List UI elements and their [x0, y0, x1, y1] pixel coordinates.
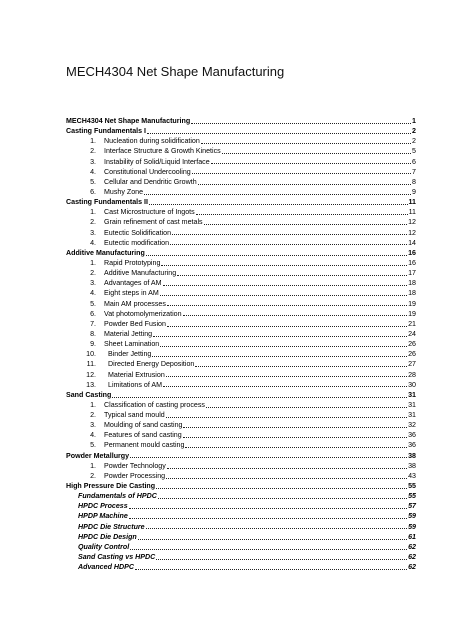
toc-entry-label: Powder Bed Fusion	[104, 319, 166, 328]
toc-dot-leader	[166, 478, 407, 479]
toc-entry-page-number: 26	[408, 340, 416, 349]
toc-dot-leader	[191, 123, 411, 124]
toc-entry[interactable]	[66, 217, 416, 227]
toc-entry-page-number: 36	[408, 431, 416, 440]
toc-entry-number: 8.	[90, 329, 96, 338]
toc-entry-label: HPDC Process	[78, 502, 128, 511]
toc-entry[interactable]	[66, 157, 416, 167]
toc-entry-page-number: 11	[408, 198, 416, 207]
toc-entry-number: 12.	[86, 370, 96, 379]
toc-entry[interactable]	[66, 481, 416, 491]
toc-entry[interactable]	[66, 248, 416, 258]
toc-dot-leader	[144, 194, 411, 195]
toc-entry-page-number: 2	[412, 137, 416, 146]
toc-entry-label: Casting Fundamentals I	[66, 127, 147, 136]
toc-entry-label: HPDC Die Structure	[78, 522, 145, 531]
toc-entry-page-number: 2	[412, 127, 416, 136]
toc-entry-number: 1.	[90, 208, 96, 217]
toc-entry-number: 2.	[90, 147, 96, 156]
toc-entry-page-number: 11	[408, 208, 416, 217]
toc-entry-page-number: 30	[408, 380, 416, 389]
toc-entry[interactable]	[66, 471, 416, 481]
toc-entry-page-number: 26	[408, 350, 416, 359]
toc-entry-page-number: 31	[408, 390, 416, 399]
toc-entry-page-number: 59	[408, 512, 416, 521]
toc-entry[interactable]	[66, 461, 416, 471]
toc-dot-leader	[129, 518, 407, 519]
toc-entry[interactable]	[66, 451, 416, 461]
toc-dot-leader	[196, 214, 408, 215]
toc-dot-leader	[147, 133, 411, 134]
toc-entry-number: 1.	[90, 461, 96, 470]
toc-entry-page-number: 1	[412, 116, 416, 125]
toc-dot-leader	[130, 457, 407, 458]
toc-entry[interactable]	[66, 511, 416, 521]
toc-dot-leader	[167, 305, 407, 306]
toc-entry-page-number: 7	[412, 167, 416, 176]
toc-entry-page-number: 31	[408, 400, 416, 409]
toc-entry[interactable]	[66, 501, 416, 511]
toc-entry-number: 4.	[90, 289, 96, 298]
toc-dot-leader	[167, 468, 407, 469]
toc-dot-leader	[135, 569, 407, 570]
toc-entry[interactable]	[66, 339, 416, 349]
toc-entry[interactable]	[66, 116, 416, 126]
toc-dot-leader	[156, 559, 407, 560]
toc-entry-label: Casting Fundamentals II	[66, 198, 148, 207]
toc-entry-page-number: 36	[408, 441, 416, 450]
toc-entry[interactable]	[66, 268, 416, 278]
toc-entry-label: Material Extrusion	[108, 370, 165, 379]
toc-dot-leader	[211, 163, 411, 164]
toc-entry[interactable]	[66, 167, 416, 177]
toc-entry-number: 2.	[90, 269, 96, 278]
toc-entry[interactable]	[66, 410, 416, 420]
toc-entry[interactable]	[66, 349, 416, 359]
toc-dot-leader	[183, 437, 407, 438]
toc-entry-number: 9.	[90, 340, 96, 349]
toc-entry-label: Material Jetting	[104, 329, 153, 338]
toc-entry-label: MECH4304 Net Shape Manufacturing	[66, 116, 191, 125]
toc-entry-page-number: 16	[408, 258, 416, 267]
toc-entry-page-number: 28	[408, 370, 416, 379]
toc-entry[interactable]	[66, 146, 416, 156]
toc-entry[interactable]	[66, 441, 416, 451]
toc-entry[interactable]	[66, 359, 416, 369]
toc-entry-page-number: 14	[408, 238, 416, 247]
toc-entry-label: Nucleation during solidification	[104, 137, 200, 146]
toc-entry-label: Eight steps in AM	[104, 289, 159, 298]
toc-entry-label: HPDC Die Design	[78, 532, 137, 541]
toc-entry-label: Additive Manufacturing	[66, 248, 145, 257]
toc-entry-label: Cast Microstructure of Ingots	[104, 208, 195, 217]
toc-dot-leader	[167, 326, 407, 327]
toc-entry-label: Mushy Zone	[104, 187, 144, 196]
toc-entry-page-number: 43	[408, 471, 416, 480]
toc-entry-number: 4.	[90, 238, 96, 247]
toc-entry-label: Additive Manufacturing	[104, 269, 177, 278]
toc-entry-page-number: 55	[408, 492, 416, 501]
toc-entry-number: 7.	[90, 319, 96, 328]
toc-entry-label: Eutectic modification	[104, 238, 170, 247]
toc-entry-label: Cellular and Dendritic Growth	[104, 177, 197, 186]
toc-entry-page-number: 32	[408, 421, 416, 430]
toc-dot-leader	[192, 173, 411, 174]
toc-dot-leader	[152, 356, 407, 357]
toc-entry-number: 4.	[90, 431, 96, 440]
toc-entry[interactable]	[66, 278, 416, 288]
table-of-contents	[66, 116, 416, 572]
toc-dot-leader	[204, 224, 408, 225]
toc-dot-leader	[153, 336, 407, 337]
toc-entry-label: Quality Control	[78, 542, 130, 551]
toc-entry[interactable]	[66, 329, 416, 339]
toc-dot-leader	[160, 346, 407, 347]
toc-entry-page-number: 62	[408, 553, 416, 562]
toc-entry-number: 1.	[90, 137, 96, 146]
toc-entry-page-number: 38	[408, 461, 416, 470]
toc-entry-page-number: 57	[408, 502, 416, 511]
toc-entry-page-number: 12	[408, 228, 416, 237]
toc-entry-page-number: 18	[408, 279, 416, 288]
document-title: MECH4304 Net Shape Manufacturing	[66, 64, 285, 79]
toc-entry-page-number: 27	[408, 360, 416, 369]
toc-entry[interactable]	[66, 491, 416, 501]
toc-dot-leader	[166, 417, 407, 418]
toc-dot-leader	[172, 234, 407, 235]
toc-entry-page-number: 18	[408, 289, 416, 298]
toc-entry-page-number: 24	[408, 329, 416, 338]
toc-entry-number: 3.	[90, 421, 96, 430]
toc-entry-number: 6.	[90, 309, 96, 318]
toc-dot-leader	[112, 397, 407, 398]
toc-dot-leader	[158, 498, 407, 499]
toc-entry-page-number: 9	[412, 187, 416, 196]
toc-entry[interactable]	[66, 420, 416, 430]
toc-dot-leader	[195, 366, 407, 367]
toc-dot-leader	[166, 376, 407, 377]
toc-dot-leader	[130, 549, 407, 550]
toc-entry[interactable]	[66, 228, 416, 238]
toc-dot-leader	[206, 407, 407, 408]
toc-entry-number: 3.	[90, 157, 96, 166]
toc-entry[interactable]	[66, 197, 416, 207]
toc-dot-leader	[156, 488, 407, 489]
toc-entry-label: Advanced HDPC	[78, 563, 134, 572]
toc-entry[interactable]	[66, 370, 416, 380]
toc-entry-page-number: 62	[408, 542, 416, 551]
toc-entry-page-number: 59	[408, 522, 416, 531]
toc-entry[interactable]	[66, 177, 416, 187]
toc-entry-label: Powder Processing	[104, 471, 166, 480]
toc-entry-number: 2.	[90, 218, 96, 227]
toc-entry-label: Instability of Solid/Liquid Interface	[104, 157, 210, 166]
toc-entry[interactable]	[66, 400, 416, 410]
toc-entry-number: 10.	[86, 350, 96, 359]
toc-entry[interactable]	[66, 299, 416, 309]
toc-entry-number: 1.	[90, 258, 96, 267]
toc-dot-leader	[129, 508, 407, 509]
toc-entry-label: Typical sand mould	[104, 411, 165, 420]
toc-entry[interactable]	[66, 136, 416, 146]
toc-entry[interactable]	[66, 288, 416, 298]
toc-entry-label: Grain refinement of cast metals	[104, 218, 203, 227]
toc-entry-page-number: 19	[408, 309, 416, 318]
toc-entry-label: Interface Structure & Growth Kinetics	[104, 147, 221, 156]
toc-entry[interactable]	[66, 562, 416, 572]
toc-entry-label: Sand Casting	[66, 390, 112, 399]
toc-entry-page-number: 61	[408, 532, 416, 541]
toc-entry-number: 5.	[90, 299, 96, 308]
toc-entry[interactable]	[66, 126, 416, 136]
toc-entry-label: Features of sand casting	[104, 431, 182, 440]
toc-dot-leader	[177, 275, 407, 276]
toc-entry[interactable]	[66, 258, 416, 268]
toc-entry-page-number: 21	[408, 319, 416, 328]
toc-entry-number: 13.	[86, 380, 96, 389]
toc-entry-label: Classification of casting process	[104, 400, 205, 409]
toc-entry-page-number: 5	[412, 147, 416, 156]
toc-entry-page-number: 55	[408, 482, 416, 491]
toc-entry-page-number: 17	[408, 269, 416, 278]
toc-entry-label: Main AM processes	[104, 299, 166, 308]
toc-entry[interactable]	[66, 319, 416, 329]
toc-entry[interactable]	[66, 380, 416, 390]
toc-entry-label: Eutectic Solidification	[104, 228, 172, 237]
toc-dot-leader	[222, 153, 411, 154]
toc-entry-page-number: 19	[408, 299, 416, 308]
toc-entry-number: 5.	[90, 177, 96, 186]
toc-entry-number: 2.	[90, 411, 96, 420]
toc-entry-number: 5.	[90, 441, 96, 450]
toc-dot-leader	[138, 539, 407, 540]
toc-entry[interactable]	[66, 522, 416, 532]
toc-entry-number: 6.	[90, 187, 96, 196]
toc-entry[interactable]	[66, 552, 416, 562]
toc-entry-page-number: 6	[412, 157, 416, 166]
toc-dot-leader	[149, 204, 408, 205]
toc-entry-label: Vat photomolymerization	[104, 309, 182, 318]
toc-entry[interactable]	[66, 187, 416, 197]
toc-entry-number: 4.	[90, 167, 96, 176]
toc-entry-number: 3.	[90, 228, 96, 237]
toc-entry-page-number: 8	[412, 177, 416, 186]
toc-dot-leader	[160, 295, 407, 296]
toc-dot-leader	[198, 184, 411, 185]
toc-entry-label: Limitations of AM	[108, 380, 163, 389]
toc-dot-leader	[163, 386, 407, 387]
toc-entry-label: Advantages of AM	[104, 279, 162, 288]
toc-entry[interactable]	[66, 390, 416, 400]
toc-dot-leader	[161, 265, 407, 266]
toc-entry-page-number: 16	[408, 248, 416, 257]
toc-entry[interactable]	[66, 238, 416, 248]
toc-entry-label: Binder Jetting	[108, 350, 152, 359]
toc-entry-number: 11.	[86, 360, 96, 369]
toc-dot-leader	[183, 427, 407, 428]
toc-entry-number: 3.	[90, 279, 96, 288]
toc-dot-leader	[170, 244, 407, 245]
toc-entry[interactable]	[66, 430, 416, 440]
toc-dot-leader	[163, 285, 408, 286]
toc-entry-page-number: 62	[408, 563, 416, 572]
toc-entry[interactable]	[66, 207, 416, 217]
toc-entry-label: Moulding of sand casting	[104, 421, 183, 430]
toc-entry-label: Sand Casting vs HPDC	[78, 553, 156, 562]
toc-dot-leader	[185, 447, 407, 448]
toc-entry-label: Directed Energy Deposition	[108, 360, 195, 369]
toc-entry-page-number: 38	[408, 451, 416, 460]
toc-dot-leader	[183, 315, 408, 316]
toc-dot-leader	[146, 528, 407, 529]
toc-entry-page-number: 31	[408, 411, 416, 420]
toc-entry[interactable]	[66, 532, 416, 542]
toc-dot-leader	[146, 255, 407, 256]
toc-entry-number: 2.	[90, 471, 96, 480]
toc-entry-label: Permanent mould casting	[104, 441, 185, 450]
toc-entry-label: Constitutional Undercooling	[104, 167, 191, 176]
toc-entry-label: Powder Metallurgy	[66, 451, 130, 460]
toc-entry[interactable]	[66, 542, 416, 552]
toc-entry-label: High Pressure Die Casting	[66, 482, 156, 491]
toc-entry-label: HPDP Machine	[78, 512, 128, 521]
toc-entry[interactable]	[66, 309, 416, 319]
toc-entry-label: Fundamentals of HPDC	[78, 492, 157, 501]
toc-entry-number: 1.	[90, 400, 96, 409]
toc-entry-label: Sheet Lamination	[104, 340, 160, 349]
toc-entry-page-number: 12	[408, 218, 416, 227]
toc-entry-label: Powder Technology	[104, 461, 166, 470]
toc-dot-leader	[201, 143, 411, 144]
toc-entry-label: Rapid Prototyping	[104, 258, 161, 267]
